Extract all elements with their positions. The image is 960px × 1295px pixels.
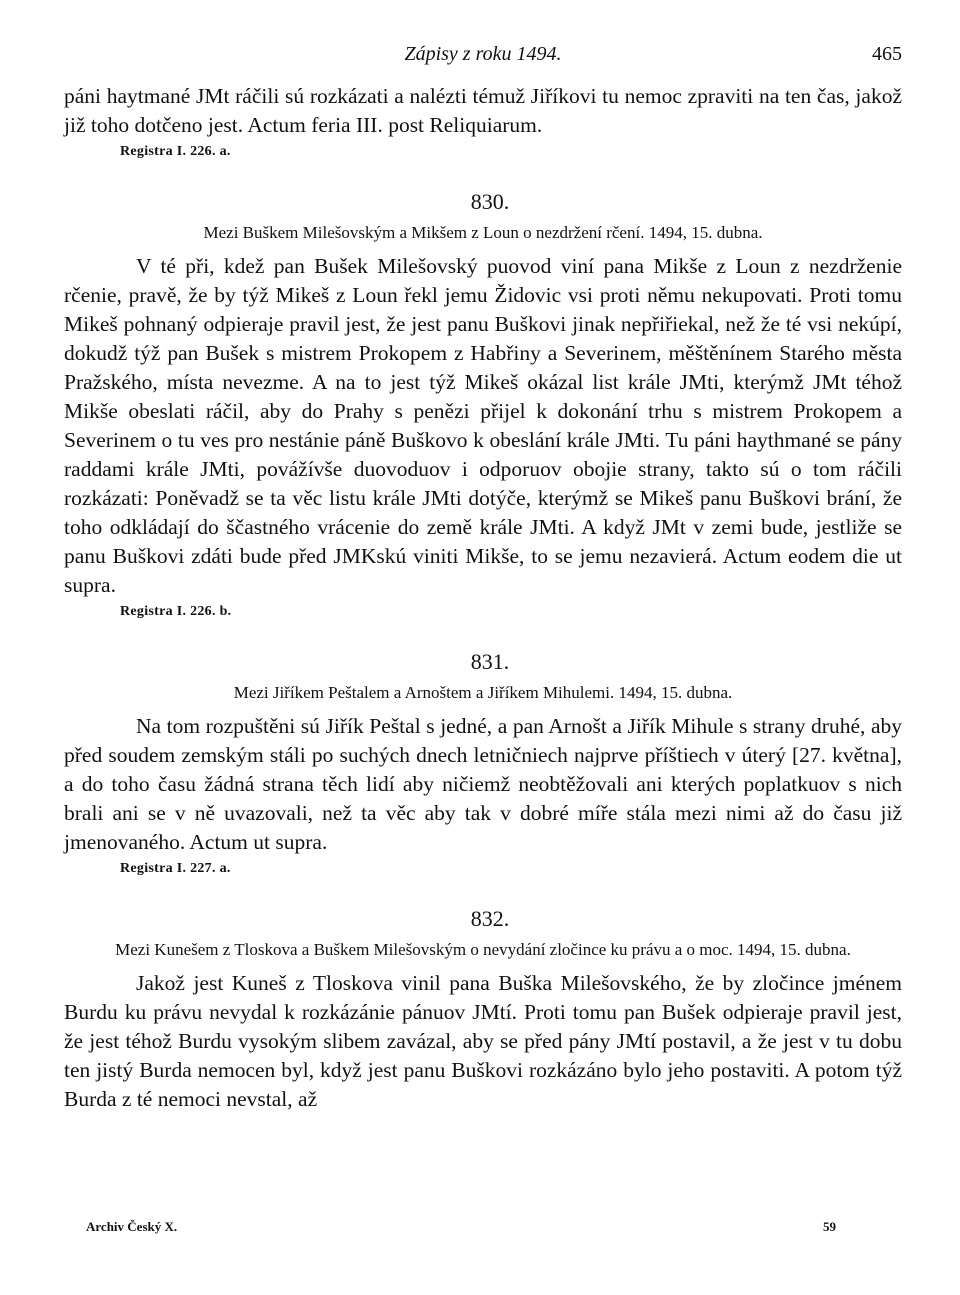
entry-830 bbox=[64, 188, 902, 622]
running-title: Zápisy z roku 1494. bbox=[404, 43, 562, 65]
page-body bbox=[64, 82, 902, 1114]
entry-paragraph: V té při, kdež pan Bušek Milešovský puovod viní pana Mikše z Loun z nezdrženie rčenie, pravě, že by týž Mikeš z Loun řekl jemu Židovic vsi proti němu nekupovati. Proti tomu Mikeš pohnaný odpieraje pravil jest, že jest panu Buškovi jinak nepřiřiekal, než že té vsi nekúpí, dokudž týž pan Bušek s mistrem Prokopem z Habřiny a Severinem, měštěnínem Starého města Pražského, místa nevezme. A na to jest týž Mikeš okázal list krále JMti, kterýmž JMt téhož Mikše obeslati ráčil, aby do Prahy s penězi přijel k dokonání trhu s mistrem Prokopem a Severinem o tu ves pro nestánie páně Buškovo k obeslání krále JMti. Tu páni haythmané se pány raddami krále JMti, povážívše duovoduov i odporuov obojie strany, takto sú o tom ráčili rozkázati: Poněvadž se ta věc listu krále JMti dotýče, kterýmž se Mikeš panu Buškovi brání, že toho odkládají do ščastného vrácenie do země krále JMti. A když JMt v zemi bude, jestliže se panu Buškovi zdáti bude před JMKskú viniti Mikše, to se jemu nezavierá. Actum eodem die ut supra. bbox=[64, 254, 902, 597]
entry-paragraph: Jakož jest Kuneš z Tloskova vinil pana Buška Milešovského, že by zločince jménem Burdu ku právu nevydal k rozkázánie pánuov JMtí. Proti tomu pan Bušek odpieraje pravil jest, že jest téhož Burdu vysokým slibem zavázal, aby se před pány JMtí postavil, a že jest v tu dobu ten jistý Burda nemocen byl, když jest panu Buškovi rozkázáno bylo jeho postaviti. A potom týž Burda z té nemoci nevstal, až bbox=[64, 971, 902, 1111]
entry-heading: Mezi Kunešem z Tloskova a Buškem Milešovským o nevydání zločince ku právu a o moc. 1494, 15. dubna. bbox=[115, 940, 851, 959]
page-number: 465 bbox=[872, 43, 902, 65]
entry-832 bbox=[64, 905, 902, 1114]
registry-reference: Registra I. 226. b. bbox=[120, 604, 232, 619]
intro-paragraph: páni haytmané JMt ráčili sú rozkázati a nalézti témuž Jiříkovi tu nemoc zpraviti na ten čas, jakož již toho dotčeno jest. Actum feria III. post Reliquiarum. bbox=[64, 84, 902, 137]
entry-number: 831. bbox=[470, 649, 510, 674]
footer-signature: Archiv Český X. bbox=[86, 1219, 178, 1234]
page-header bbox=[64, 40, 902, 68]
entry-paragraph: Na tom rozpuštěni sú Jiřík Peštal s jedné, a pan Arnošt a Jiřík Mihule s strany druhé, aby před soudem zemským stáli po suchých dnech letničniech najprve příštiech v úterý [27. května], a do toho času žádná strana těch lidí aby ničiemž neobtěžovali ani kterých poplatkuov s nich brali ani se v ně uvazovali, než ta věc aby tak v dobré míře stála mezi nimi až do času již jmenovaného. Actum ut supra. bbox=[64, 714, 902, 854]
page-footer bbox=[86, 1212, 836, 1232]
entry-number: 830. bbox=[470, 189, 510, 214]
registry-reference: Registra I. 227. a. bbox=[120, 861, 231, 876]
entry-831 bbox=[64, 648, 902, 879]
registry-reference: Registra I. 226. a. bbox=[120, 144, 231, 159]
entry-heading: Mezi Buškem Milešovským a Mikšem z Loun o nezdržení rčení. 1494, 15. dubna. bbox=[203, 223, 763, 242]
footer-sheet-number: 59 bbox=[823, 1219, 836, 1234]
entry-number: 832. bbox=[470, 906, 510, 931]
entry-heading: Mezi Jiříkem Peštalem a Arnoštem a Jiříkem Mihulemi. 1494, 15. dubna. bbox=[233, 683, 733, 702]
